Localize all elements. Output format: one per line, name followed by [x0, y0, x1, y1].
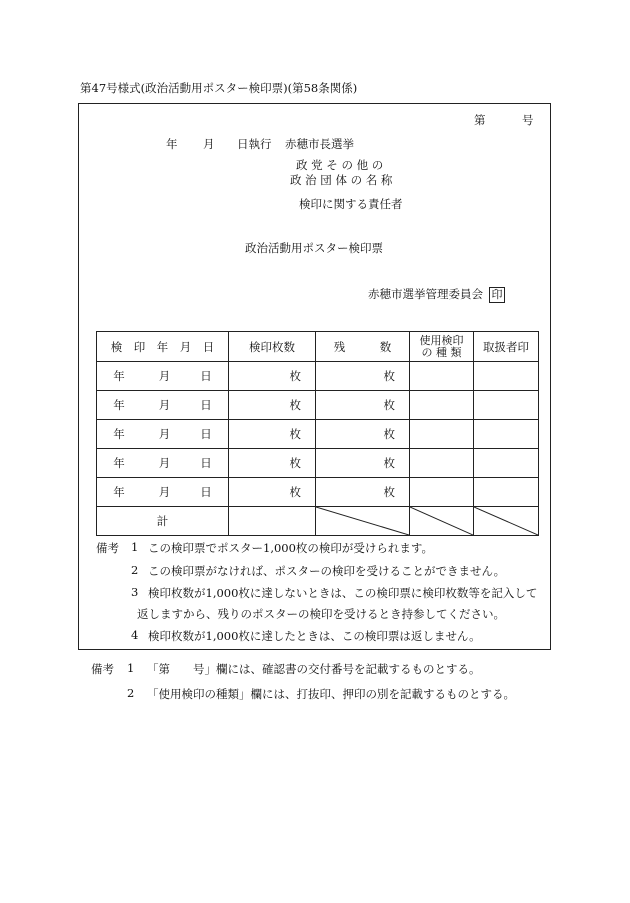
row-remaining: 枚 [316, 391, 410, 420]
header-date: 検 印 年 月 日 [97, 332, 229, 362]
committee-name: 赤穂市選挙管理委員会 [368, 287, 483, 301]
table-row [97, 391, 539, 420]
row-date [97, 478, 229, 507]
diagonal-slash [410, 507, 473, 535]
table-row [97, 478, 539, 507]
row-year: 年 [113, 427, 125, 441]
note-number: 4 [131, 628, 139, 642]
total-stamp-type-cell [410, 507, 474, 536]
inner-notes-label: 備考 [96, 541, 119, 555]
row-date [97, 449, 229, 478]
committee-line [368, 286, 505, 303]
election-day-exec: 日執行 [237, 137, 272, 151]
row-remaining: 枚 [316, 420, 410, 449]
seal-mark: 印 [489, 287, 505, 303]
note-text: この検印票でポスター1,000枚の検印が受けられます。 [148, 541, 433, 555]
election-month: 月 [203, 137, 215, 151]
election-name: 赤穂市長選挙 [285, 137, 354, 151]
row-date [97, 391, 229, 420]
row-year: 年 [113, 485, 125, 499]
row-count: 枚 [229, 478, 316, 507]
row-day: 日 [200, 398, 212, 412]
row-handler [474, 362, 539, 391]
total-handler-cell [474, 507, 539, 536]
note-text: 検印枚数が1,000枚に達しないときは、この検印票に検印枚数等を記入して [148, 586, 538, 600]
row-day: 日 [200, 427, 212, 441]
row-stamp-type [410, 449, 474, 478]
party-name-line2: 政 治 団 体 の 名 称 [290, 173, 393, 187]
form-title: 第47号様式(政治活動用ポスター検印票)(第58条関係) [80, 81, 358, 95]
header-count: 検印枚数 [229, 332, 316, 362]
row-stamp-type [410, 391, 474, 420]
table-header-row [97, 332, 539, 362]
header-stamp-type [410, 332, 474, 362]
row-stamp-type [410, 420, 474, 449]
note-number: 2 [131, 563, 139, 577]
outer-notes-label: 備考 [91, 662, 114, 676]
row-month: 月 [158, 456, 171, 470]
row-year: 年 [113, 398, 125, 412]
stamp-table [96, 331, 539, 536]
note-number: 1 [127, 661, 135, 675]
note-text: この検印票がなければ、ポスターの検印を受けることができません。 [148, 564, 506, 578]
election-year: 年 [166, 137, 178, 151]
header-remaining: 残 数 [316, 332, 410, 362]
row-handler [474, 449, 539, 478]
row-handler [474, 420, 539, 449]
table-row [97, 362, 539, 391]
row-month: 月 [158, 427, 171, 441]
table-total-row [97, 507, 539, 536]
row-count: 枚 [229, 449, 316, 478]
table-row [97, 420, 539, 449]
row-count: 枚 [229, 362, 316, 391]
row-year: 年 [113, 456, 125, 470]
note-text: 返しますから、残りのポスターの検印を受けるとき持参してください。 [137, 607, 505, 621]
stamp-title: 政治活動用ポスター検印票 [245, 241, 383, 255]
row-count: 枚 [229, 420, 316, 449]
note-text: 検印枚数が1,000枚に達したときは、この検印票は返しません。 [148, 629, 481, 643]
diagonal-slash [474, 507, 538, 535]
note-text: 「使用検印の種類」欄には、打抜印、押印の別を記載するものとする。 [147, 687, 515, 701]
row-month: 月 [158, 369, 171, 383]
row-date [97, 362, 229, 391]
responsible-person-label: 検印に関する責任者 [299, 197, 403, 211]
note-text: 「第 号」欄には、確認書の交付番号を記載するものとする。 [147, 662, 481, 676]
total-remaining-cell [316, 507, 410, 536]
row-day: 日 [200, 456, 212, 470]
number-dai: 第 [474, 113, 486, 127]
row-year: 年 [113, 369, 125, 383]
row-month: 月 [158, 398, 171, 412]
row-date [97, 420, 229, 449]
total-count-cell [229, 507, 316, 536]
row-month: 月 [158, 485, 171, 499]
note-number: 2 [127, 686, 135, 700]
note-number: 3 [131, 585, 139, 599]
row-remaining: 枚 [316, 362, 410, 391]
header-stamp-type-line2: の 種 類 [421, 345, 462, 359]
row-handler [474, 391, 539, 420]
diagonal-slash [316, 507, 409, 535]
row-day: 日 [200, 369, 212, 383]
row-remaining: 枚 [316, 449, 410, 478]
table-row [97, 449, 539, 478]
row-handler [474, 478, 539, 507]
header-stamp-type-line1: 使用検印 [419, 333, 464, 347]
row-stamp-type [410, 478, 474, 507]
row-remaining: 枚 [316, 478, 410, 507]
party-name-line1: 政 党 そ の 他 の [296, 158, 384, 172]
total-label: 計 [97, 507, 229, 536]
row-day: 日 [200, 485, 212, 499]
row-count: 枚 [229, 391, 316, 420]
number-go: 号 [522, 113, 534, 127]
row-stamp-type [410, 362, 474, 391]
header-handler: 取扱者印 [474, 332, 539, 362]
note-number: 1 [131, 540, 139, 554]
